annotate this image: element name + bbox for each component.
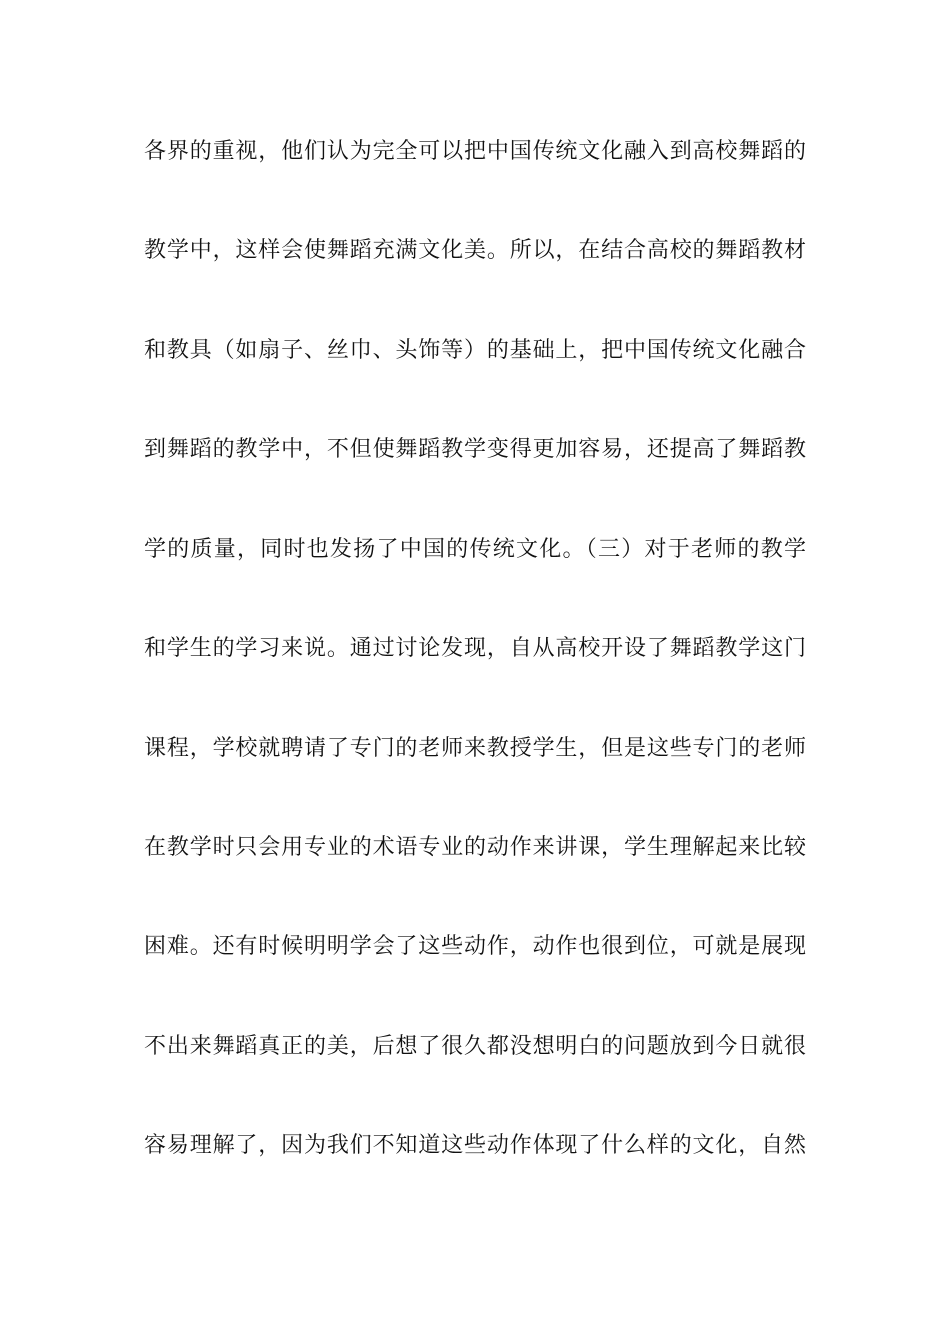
body-text-line: 容易理解了，因为我们不知道这些动作体现了什么样的文化，自然	[144, 1133, 806, 1158]
body-text-line: 到舞蹈的教学中，不但使舞蹈教学变得更加容易，还提高了舞蹈教	[144, 437, 806, 462]
body-text-line: 各界的重视，他们认为完全可以把中国传统文化融入到高校舞蹈的	[144, 139, 806, 164]
body-text-line: 不出来舞蹈真正的美，后想了很久都没想明白的问题放到今日就很	[144, 1034, 806, 1059]
body-text-line: 在教学时只会用专业的术语专业的动作来讲课，学生理解起来比较	[144, 835, 806, 860]
body-text-line: 和教具（如扇子、丝巾、头饰等）的基础上，把中国传统文化融合	[144, 338, 806, 363]
body-text-line: 教学中，这样会使舞蹈充满文化美。所以，在结合高校的舞蹈教材	[144, 238, 806, 263]
body-text-line: 和学生的学习来说。通过讨论发现，自从高校开设了舞蹈教学这门	[144, 636, 806, 661]
body-text-line: 课程，学校就聘请了专门的老师来教授学生，但是这些专门的老师	[144, 736, 806, 761]
body-text-line: 学的质量，同时也发扬了中国的传统文化。（三）对于老师的教学	[144, 537, 806, 562]
body-text-line: 困难。还有时候明明学会了这些动作，动作也很到位，可就是展现	[144, 934, 806, 959]
